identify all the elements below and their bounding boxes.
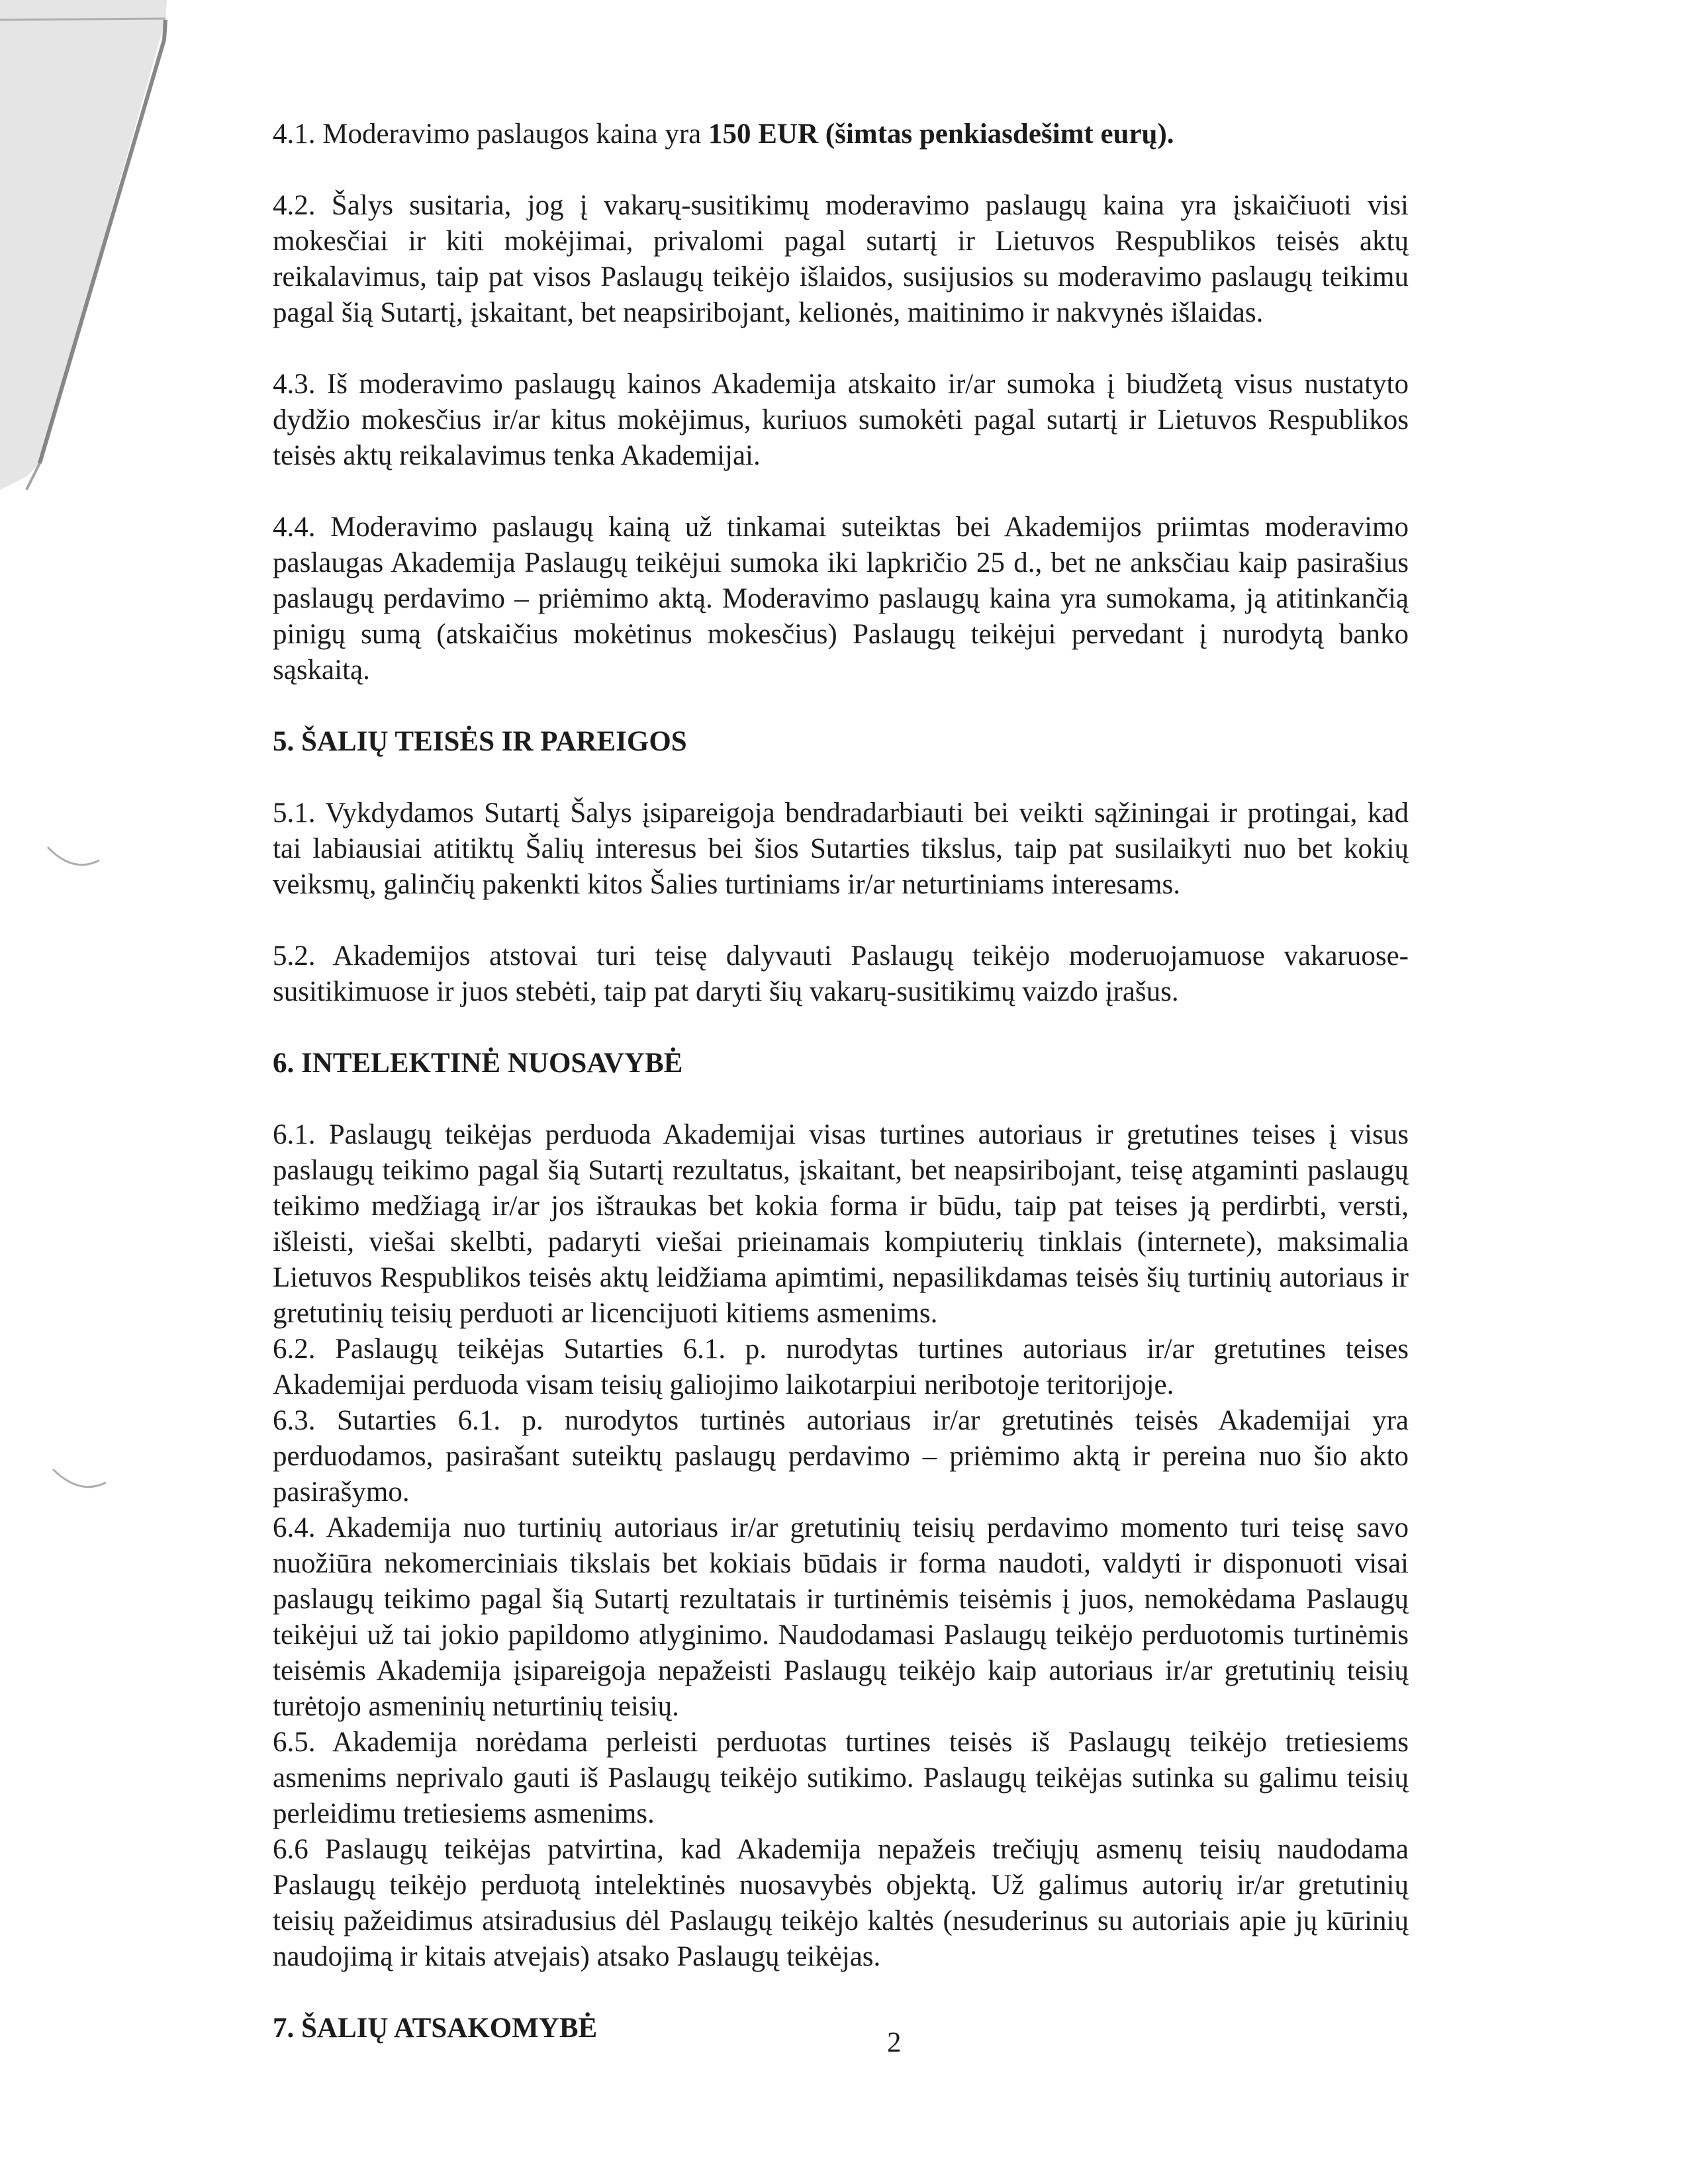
paragraph-4-3: 4.3. Iš moderavimo paslaugų kainos Akademija atskaito ir/ar sumoka į biudžetą visus nustatyto dydžio mokesčius ir/ar kitus mokėjimus, kuriuos sumokėti pagal sutartį ir Lietuvos Respublikos teisės aktų reikalavimus tenka Akademijai.	[273, 369, 1409, 471]
section-7-heading: 7. ŠALIŲ ATSAKOMYBĖ	[273, 2013, 598, 2044]
page-number: 2	[887, 2027, 902, 2058]
paragraph-6-3: 6.3. Sutarties 6.1. p. nurodytos turtinės autoriaus ir/ar gretutinės teisės Akademijai yra perduodamos, pasirašant suteiktų paslaugų perdavimo – priėmimo aktą ir pereina nuo šio akto pasirašymo.	[273, 1405, 1409, 1508]
paragraph-6-6: 6.6 Paslaugų teikėjas patvirtina, kad Akademija nepažeis trečiųjų asmenų teisių naudodama Paslaugų teikėjo perduotą intelektinės nuosavybės objektą. Už galimus autorių ir/ar gretutinių teisių pažeidimus atsiradusius dėl Paslaugų teikėjo kaltės (nesuderinus su autoriais apie jų kūrinių naudojimą ir kitais atvejais) atsako Paslaugų teikėjas.	[273, 1834, 1409, 1972]
paragraph-4-1-text: 4.1. Moderavimo paslaugos kaina yra	[273, 118, 708, 150]
price-amount: 150 EUR (šimtas penkiasdešimt eurų).	[708, 118, 1174, 150]
paragraph-6-1: 6.1. Paslaugų teikėjas perduoda Akademijai visas turtines autoriaus ir gretutines teises į visus paslaugų teikimo pagal šią Sutartį rezultatus, įskaitant, bet neapsiribojant, teisę atgaminti paslaugų teikimo medžiagą ir/ar jos ištraukas bet kokia forma ir būdu, taip pat teises ją perdirbti, versti, išleisti, viešai skelbti, padaryti viešai prieinamais kompiuterių tinklais (internete), maksimalia Lietuvos Respublikos teisės aktų leidžiama apimtimi, nepasilikdamas teisės šių turtinių autoriaus ir gretutinių teisių perduoti ar licencijuoti kitiems asmenims.	[273, 1119, 1409, 1329]
document-body	[273, 116, 1409, 2082]
paragraph-4-1	[273, 116, 1409, 152]
section-5-heading: 5. ŠALIŲ TEISĖS IR PAREIGOS	[273, 726, 687, 757]
paragraph-4-4: 4.4. Moderavimo paslaugų kainą už tinkamai suteiktas bei Akademijos priimtas moderavimo paslaugas Akademija Paslaugų teikėjui sumoka iki lapkričio 25 d., bet ne anksčiau kaip pasirašius paslaugų perdavimo – priėmimo aktą. Moderavimo paslaugų kaina yra sumokama, ją atitinkančią pinigų sumą (atskaičius mokėtinus mokesčius) Paslaugų teikėjui pervedant į nurodytą banko sąskaitą.	[273, 512, 1409, 686]
paragraph-6-4: 6.4. Akademija nuo turtinių autoriaus ir/ar gretutinių teisių perdavimo momento turi teisę savo nuožiūra nekomerciniais tikslais bet kokiais būdais ir forma naudoti, valdyti ir disponuoti visai paslaugų teikimo pagal šią Sutartį rezultatais ir turtinėmis teisėmis į juos, nemokėdama Paslaugų teikėjui už tai jokio papildomo atlyginimo. Naudodamasi Paslaugų teikėjo perduotomis turtinėmis teisėmis Akademija įsipareigoja nepažeisti Paslaugų teikėjo kaip autoriaus ir/ar gretutinių teisių turėtojo asmeninių neturtinių teisių.	[273, 1512, 1409, 1722]
paragraph-5-2: 5.2. Akademijos atstovai turi teisę dalyvauti Paslaugų teikėjo moderuojamuose vakaruose-susitikimuose ir juos stebėti, taip pat daryti šių vakarų-susitikimų vaizdo įrašus.	[273, 940, 1409, 1007]
paragraph-6-2: 6.2. Paslaugų teikėjas Sutarties 6.1. p. nurodytas turtines autoriaus ir/ar gretutines teises Akademijai perduoda visam teisių galiojimo laikotarpiui neribotoje teritorijoje.	[273, 1334, 1409, 1400]
section-6-heading: 6. INTELEKTINĖ NUOSAVYBĖ	[273, 1048, 683, 1079]
paragraph-6-5: 6.5. Akademija norėdama perleisti perduotas turtines teisės iš Paslaugų teikėjo tretiesiems asmenims neprivalo gauti iš Paslaugų teikėjo sutikimo. Paslaugų teikėjas sutinka su galimu teisių perleidimu tretiesiems asmenims.	[273, 1727, 1409, 1829]
paragraph-4-2: 4.2. Šalys susitaria, jog į vakarų-susitikimų moderavimo paslaugų kaina yra įskaičiuoti visi mokesčiai ir kiti mokėjimai, privalomi pagal sutartį ir Lietuvos Respublikos teisės aktų reikalavimus, taip pat visos Paslaugų teikėjo išlaidos, susijusios su moderavimo paslaugų teikimu pagal šią Sutartį, įskaitant, bet neapsiribojant, kelionės, maitinimo ir nakvynės išlaidas.	[273, 190, 1409, 328]
paragraph-5-1: 5.1. Vykdydamos Sutartį Šalys įsipareigoja bendradarbiauti bei veikti sąžiningai ir protingai, kad tai labiausiai atitiktų Šalių interesus bei šios Sutarties tikslus, taip pat susilaikyti nuo bet kokių veiksmų, galinčių pakenkti kitos Šalies turtiniams ir/ar neturtiniams interesams.	[273, 797, 1409, 900]
